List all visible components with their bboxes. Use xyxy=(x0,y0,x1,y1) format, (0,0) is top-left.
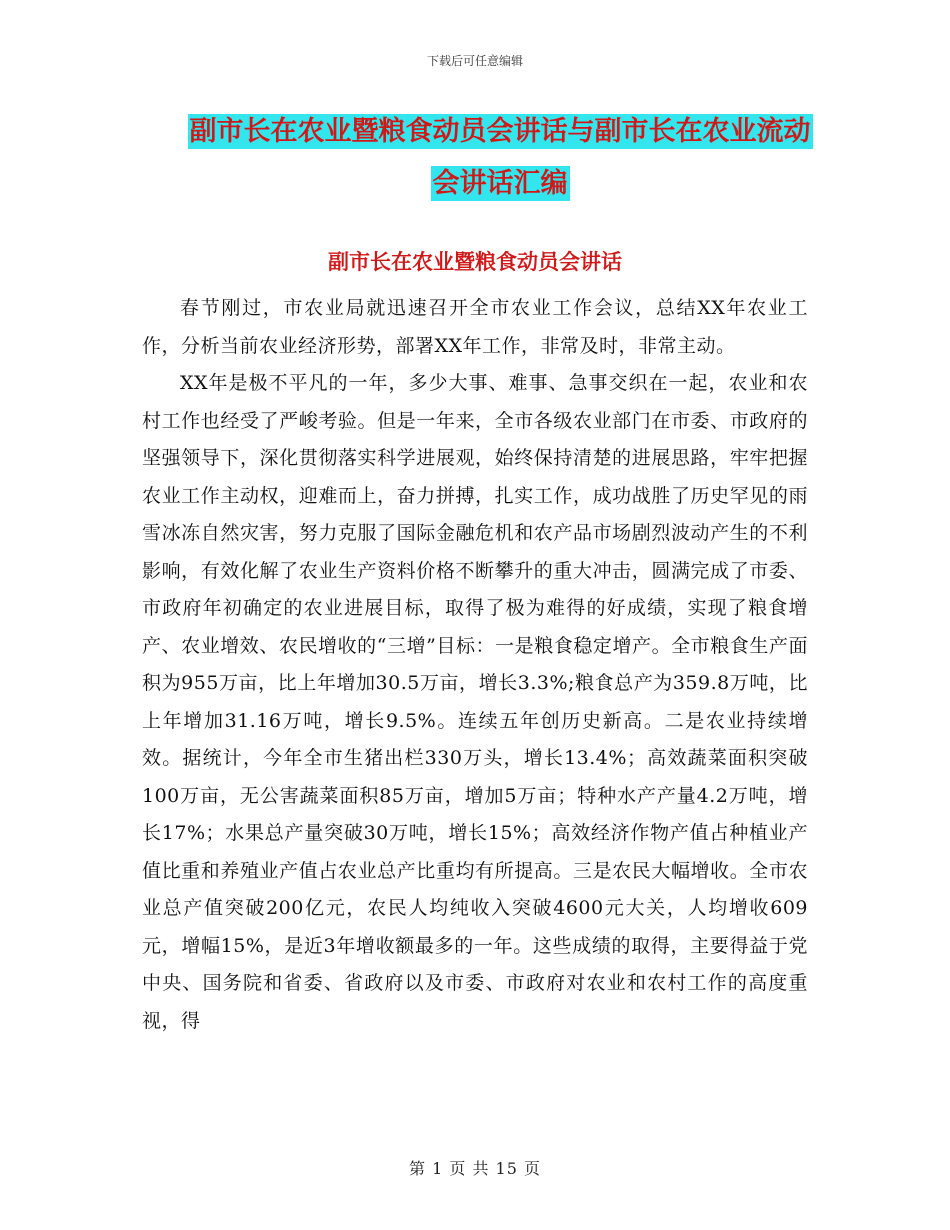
section-title: 副市长在农业暨粮食动员会讲话 xyxy=(328,250,622,274)
body-text xyxy=(142,290,808,1040)
page-footer: 第 1 页 共 15 页 xyxy=(409,1159,541,1178)
document-title xyxy=(140,106,860,210)
document-title-line-2: 会讲话汇编 xyxy=(432,168,568,199)
paragraph-2: XX年是极不平凡的一年，多少大事、难事、急事交织在一起，农业和农村工作也经受了严峻考验。但是一年来，全市各级农业部门在市委、市政府的坚强领导下，深化贯彻落实科学进展观，始终保持清楚的进展思路，牢牢把握农业工作主动权，迎难而上，奋力拼搏，扎实工作，成功战胜了历史罕见的雨雪冰冻自然灾害，努力克服了国际金融危机和农产品市场剧烈波动产生的不利影响，有效化解了农业生产资料价格不断攀升的重大冲击，圆满完成了市委、市政府年初确定的农业进展目标，取得了极为难得的好成绩，实现了粮食增产、农业增效、农民增收的“三增”目标：一是粮食稳定增产。全市粮食生产面积为955万亩，比上年增加30.5万亩，增长3.3%;粮食总产为359.8万吨，比上年增加31.16万吨，增长9.5%。连续五年创历史新高。二是农业持续增效。据统计，今年全市生猪出栏330万头，增长13.4%；高效蔬菜面积突破100万亩，无公害蔬菜面积85万亩，增加5万亩；特种水产产量4.2万吨，增长17%；水果总产量突破30万吨，增长15%；高效经济作物产值占种植业产值比重和养殖业产值占农业总产比重均有所提高。三是农民大幅增收。全市农业总产值突破200亿元，农民人均纯收入突破4600元大关，人均增收609元，增幅15%，是近3年增收额最多的一年。这些成绩的取得，主要得益于党中央、国务院和省委、省政府以及市委、市政府对农业和农村工作的高度重视，得 xyxy=(142,372,808,1032)
document-title-line-1: 副市长在农业暨粮食动员会讲话与副市长在农业流动 xyxy=(189,116,811,147)
paragraph-1: 春节刚过，市农业局就迅速召开全市农业工作会议，总结XX年农业工作，分析当前农业经济形势，部署XX年工作，非常及时，非常主动。 xyxy=(142,297,808,357)
header-note: 下载后可任意编辑 xyxy=(426,54,523,68)
